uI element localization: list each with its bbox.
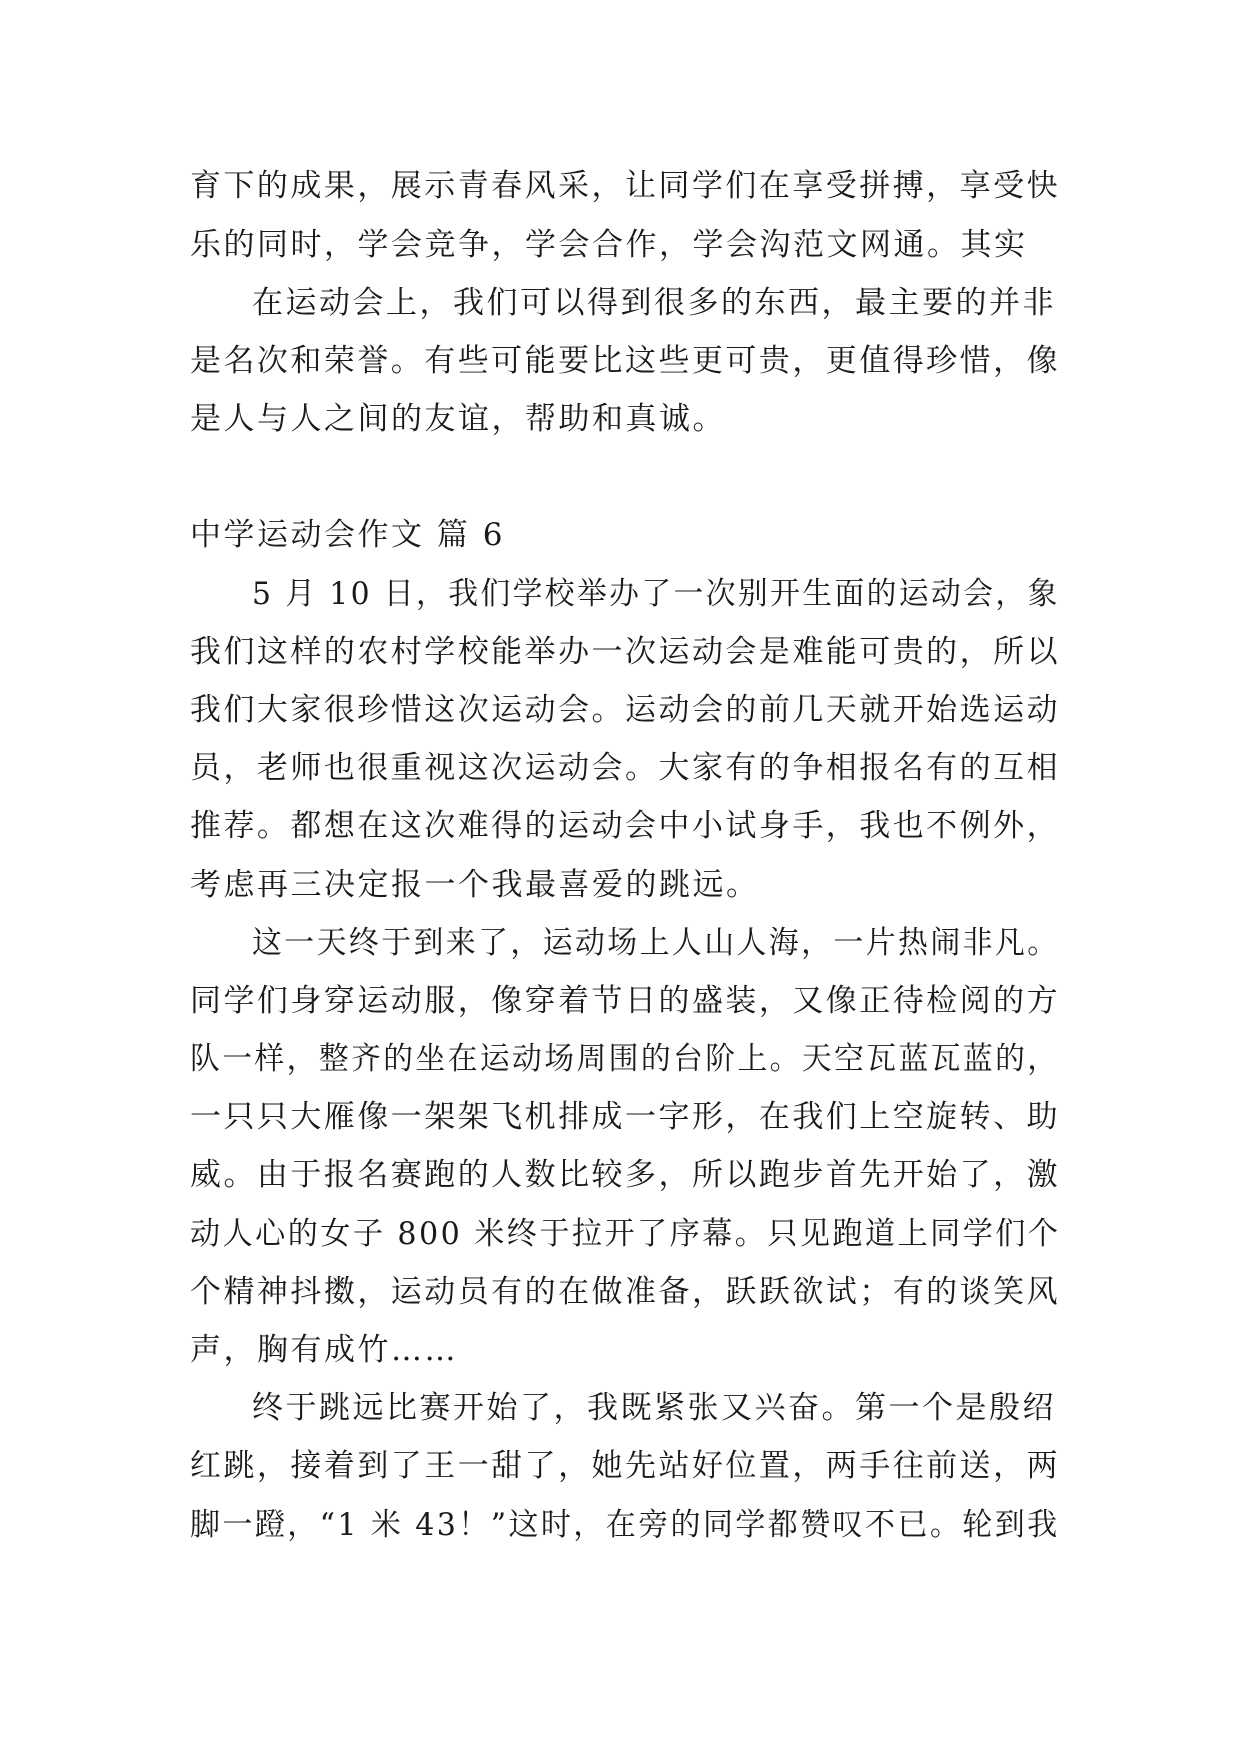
paragraph-line: 是名次和荣誉。有些可能要比这些更可贵，更值得珍惜，像 [190, 343, 1061, 379]
paragraph-line: 推荐。都想在这次难得的运动会中小试身手，我也不例外， [190, 808, 1061, 844]
paragraph-line: 这一天终于到来了，运动场上人山人海，一片热闹非凡。 [252, 925, 1060, 961]
paragraph-line: 威。由于报名赛跑的人数比较多，所以跑步首先开始了，激 [190, 1157, 1061, 1193]
paragraph-line: 员，老师也很重视这次运动会。大家有的争相报名有的互相 [190, 750, 1061, 786]
paragraph-line: 5 月 10 日，我们学校举办了一次别开生面的运动会，象 [252, 576, 1060, 612]
paragraph-line: 脚一蹬，“1 米 43！”这时，在旁的同学都赞叹不已。轮到我 [190, 1507, 1060, 1543]
paragraph-line: 在运动会上，我们可以得到很多的东西，最主要的并非 [252, 285, 1056, 321]
paragraph-line: 个精神抖擞，运动员有的在做准备，跃跃欲试；有的谈笑风 [190, 1274, 1061, 1310]
paragraph-line: 我们大家很珍惜这次运动会。运动会的前几天就开始选运动 [190, 692, 1061, 728]
paragraph-line: 一只只大雁像一架架飞机排成一字形，在我们上空旋转、助 [190, 1099, 1061, 1135]
paragraph-line: 是人与人之间的友谊，帮助和真诚。 [190, 401, 726, 437]
paragraph-line: 红跳，接着到了王一甜了，她先站好位置，两手往前送，两 [190, 1448, 1061, 1484]
paragraph-line: 队一样，整齐的坐在运动场周围的台阶上。天空瓦蓝瓦蓝的， [190, 1041, 1060, 1077]
paragraph-line: 我们这样的农村学校能举办一次运动会是难能可贵的，所以 [190, 634, 1061, 670]
paragraph-line: 乐的同时，学会竞争，学会合作，学会沟范文网通。其实 [190, 227, 1028, 263]
paragraph-line: 动人心的女子 800 米终于拉开了序幕。只见跑道上同学们个 [190, 1216, 1061, 1252]
section-heading: 中学运动会作文 篇 6 [190, 517, 505, 553]
paragraph-line: 育下的成果，展示青春风采，让同学们在享受拼搏，享受快 [190, 168, 1061, 204]
paragraph-line: 终于跳远比赛开始了，我既紧张又兴奋。第一个是殷绍 [252, 1390, 1056, 1426]
paragraph-line: 声，胸有成竹…… [190, 1332, 458, 1368]
paragraph-line: 考虑再三决定报一个我最喜爱的跳远。 [190, 867, 760, 903]
paragraph-line: 同学们身穿运动服，像穿着节日的盛装，又像正待检阅的方 [190, 983, 1061, 1019]
